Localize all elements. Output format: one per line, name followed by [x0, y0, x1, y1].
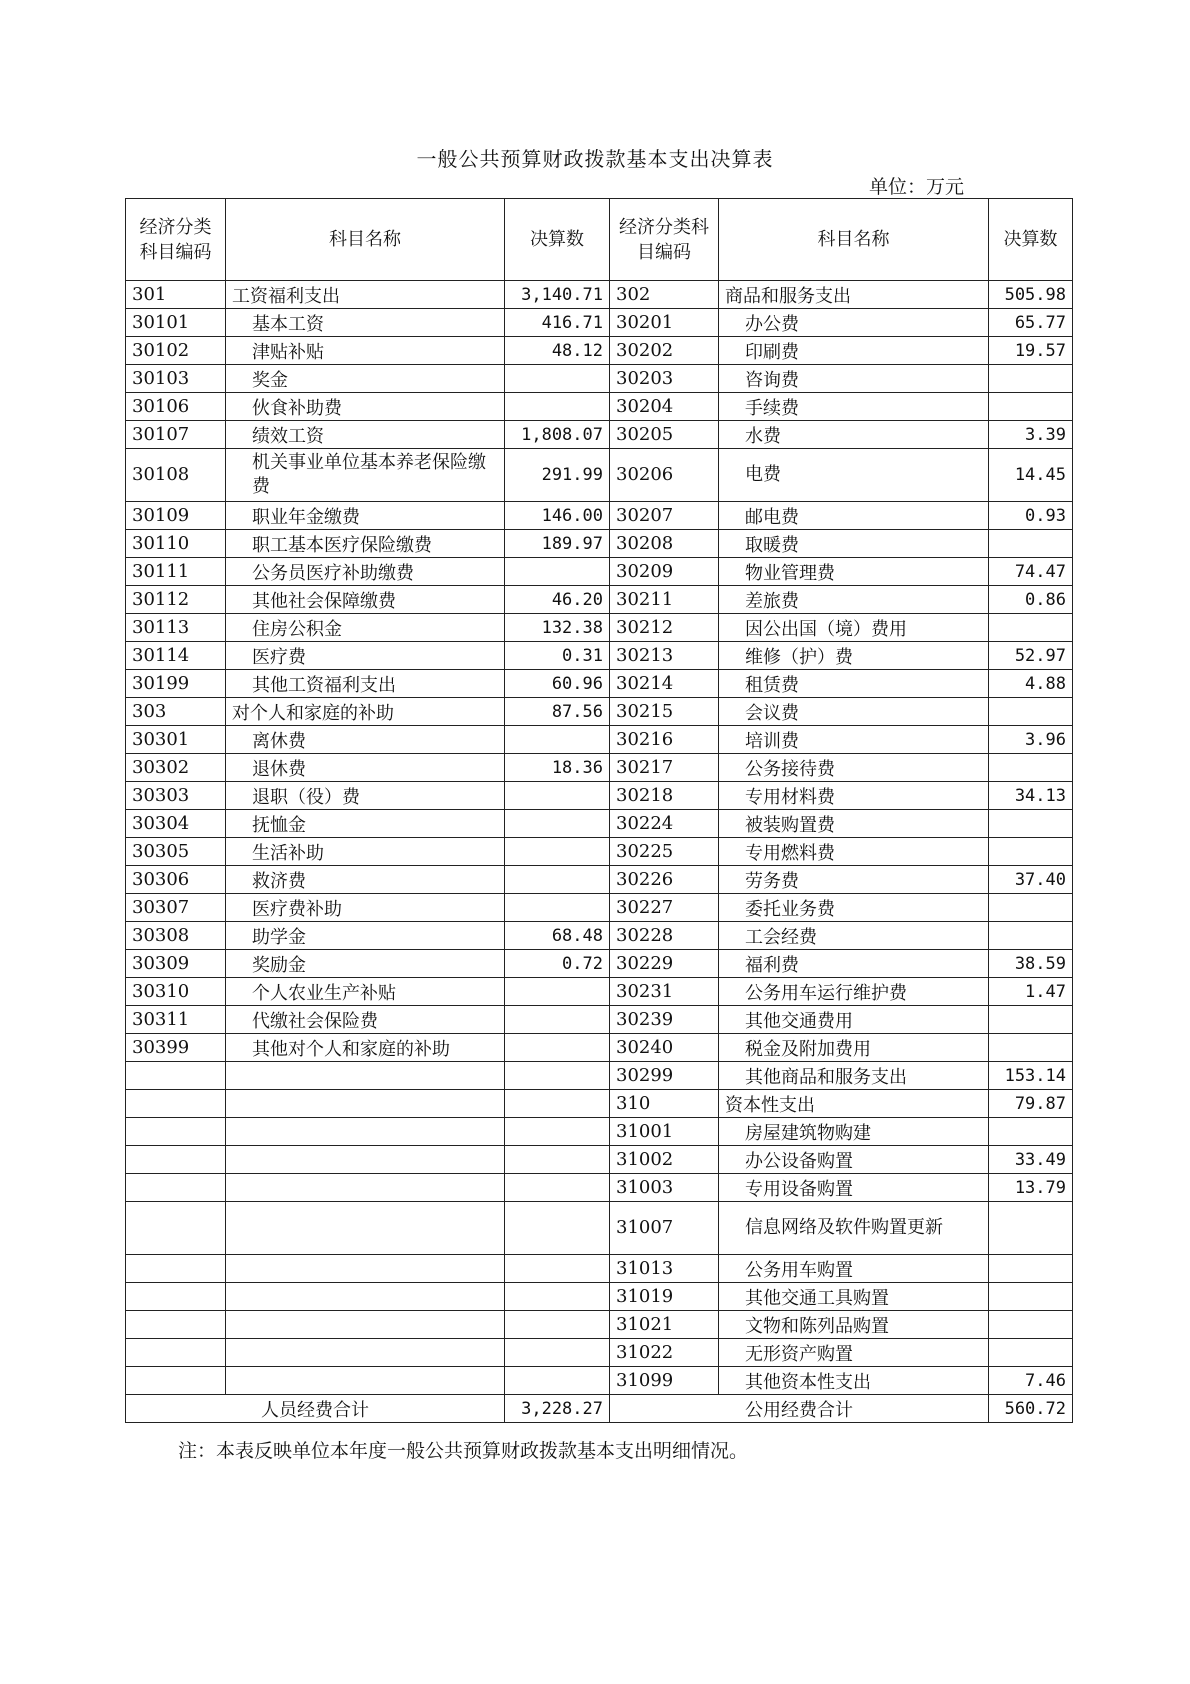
right-code-cell: 30299	[610, 1062, 719, 1090]
right-name-cell: 专用材料费	[719, 782, 989, 810]
left-code-cell	[126, 1283, 226, 1311]
table-row	[126, 530, 1073, 558]
header-left-amount: 决算数	[505, 199, 610, 281]
right-code-cell: 30204	[610, 393, 719, 421]
right-name-cell: 其他商品和服务支出	[719, 1062, 989, 1090]
left-amount-cell	[505, 1062, 610, 1090]
left-code-cell	[126, 1090, 226, 1118]
right-code-cell: 31019	[610, 1283, 719, 1311]
right-code-cell: 30217	[610, 754, 719, 782]
right-code-cell: 30215	[610, 698, 719, 726]
left-amount-cell	[505, 1339, 610, 1367]
left-amount-cell: 0.72	[505, 950, 610, 978]
left-code-cell: 30311	[126, 1006, 226, 1034]
left-name-cell	[226, 1062, 505, 1090]
left-amount-cell: 291.99	[505, 449, 610, 502]
table-row	[126, 337, 1073, 365]
right-name-cell: 咨询费	[719, 365, 989, 393]
table-row	[126, 449, 1073, 502]
table-row	[126, 782, 1073, 810]
left-name-cell	[226, 1090, 505, 1118]
right-name-cell: 取暖费	[719, 530, 989, 558]
table-row	[126, 1311, 1073, 1339]
left-name-cell: 其他对个人和家庭的补助	[226, 1034, 505, 1062]
left-code-cell: 30307	[126, 894, 226, 922]
left-code-cell: 30109	[126, 502, 226, 530]
right-amount-cell	[989, 1034, 1073, 1062]
right-amount-cell	[989, 614, 1073, 642]
right-code-cell: 31013	[610, 1255, 719, 1283]
left-name-cell: 其他社会保障缴费	[226, 586, 505, 614]
left-code-cell	[126, 1255, 226, 1283]
left-name-cell: 离休费	[226, 726, 505, 754]
table-row	[126, 866, 1073, 894]
left-amount-cell	[505, 726, 610, 754]
right-name-cell: 办公设备购置	[719, 1146, 989, 1174]
left-name-cell: 津贴补贴	[226, 337, 505, 365]
right-code-cell: 302	[610, 281, 719, 309]
right-amount-cell	[989, 393, 1073, 421]
right-name-cell: 商品和服务支出	[719, 281, 989, 309]
right-amount-cell	[989, 1339, 1073, 1367]
left-code-cell: 30102	[126, 337, 226, 365]
right-name-cell: 被装购置费	[719, 810, 989, 838]
left-code-cell: 30303	[126, 782, 226, 810]
left-name-cell: 其他工资福利支出	[226, 670, 505, 698]
left-code-cell: 30113	[126, 614, 226, 642]
right-code-cell: 31003	[610, 1174, 719, 1202]
left-amount-cell: 68.48	[505, 922, 610, 950]
right-code-cell: 31001	[610, 1118, 719, 1146]
right-amount-cell: 13.79	[989, 1174, 1073, 1202]
right-name-cell: 维修（护）费	[719, 642, 989, 670]
left-amount-cell: 3,140.71	[505, 281, 610, 309]
left-code-cell: 30108	[126, 449, 226, 502]
left-code-cell: 30399	[126, 1034, 226, 1062]
right-name-cell: 其他交通工具购置	[719, 1283, 989, 1311]
right-code-cell: 30212	[610, 614, 719, 642]
left-code-cell: 30111	[126, 558, 226, 586]
left-code-cell: 30114	[126, 642, 226, 670]
left-code-cell: 30107	[126, 421, 226, 449]
left-name-cell: 个人农业生产补贴	[226, 978, 505, 1006]
table-row	[126, 838, 1073, 866]
right-amount-cell	[989, 1283, 1073, 1311]
left-name-cell: 对个人和家庭的补助	[226, 698, 505, 726]
left-amount-cell: 46.20	[505, 586, 610, 614]
left-amount-cell	[505, 1034, 610, 1062]
left-name-cell: 奖金	[226, 365, 505, 393]
left-amount-cell: 48.12	[505, 337, 610, 365]
right-name-cell: 电费	[719, 449, 989, 502]
left-amount-cell: 0.31	[505, 642, 610, 670]
right-code-cell: 30208	[610, 530, 719, 558]
left-name-cell	[226, 1118, 505, 1146]
left-name-cell: 生活补助	[226, 838, 505, 866]
right-name-cell: 房屋建筑物购建	[719, 1118, 989, 1146]
right-name-cell: 物业管理费	[719, 558, 989, 586]
right-amount-cell: 3.39	[989, 421, 1073, 449]
table-row	[126, 1062, 1073, 1090]
table-row	[126, 1146, 1073, 1174]
personnel-total-label: 人员经费合计	[126, 1395, 505, 1423]
left-code-cell: 30101	[126, 309, 226, 337]
left-name-cell: 救济费	[226, 866, 505, 894]
right-name-cell: 专用设备购置	[719, 1174, 989, 1202]
left-name-cell: 机关事业单位基本养老保险缴费	[226, 449, 505, 502]
left-code-cell: 30103	[126, 365, 226, 393]
right-name-cell: 办公费	[719, 309, 989, 337]
header-left-code: 经济分类科目编码	[126, 199, 226, 281]
left-code-cell	[126, 1118, 226, 1146]
right-name-cell: 其他资本性支出	[719, 1367, 989, 1395]
left-amount-cell	[505, 810, 610, 838]
left-code-cell: 30304	[126, 810, 226, 838]
left-amount-cell	[505, 782, 610, 810]
right-code-cell: 30226	[610, 866, 719, 894]
table-row	[126, 365, 1073, 393]
right-name-cell: 印刷费	[719, 337, 989, 365]
right-amount-cell: 153.14	[989, 1062, 1073, 1090]
right-amount-cell	[989, 894, 1073, 922]
left-code-cell: 30306	[126, 866, 226, 894]
header-left-name: 科目名称	[226, 199, 505, 281]
right-name-cell: 信息网络及软件购置更新	[719, 1202, 989, 1255]
left-amount-cell	[505, 838, 610, 866]
right-code-cell: 30231	[610, 978, 719, 1006]
left-name-cell: 职业年金缴费	[226, 502, 505, 530]
left-code-cell: 30308	[126, 922, 226, 950]
right-amount-cell	[989, 1202, 1073, 1255]
left-amount-cell	[505, 866, 610, 894]
right-amount-cell: 3.96	[989, 726, 1073, 754]
right-code-cell: 30205	[610, 421, 719, 449]
left-code-cell	[126, 1174, 226, 1202]
left-code-cell: 30301	[126, 726, 226, 754]
right-amount-cell: 505.98	[989, 281, 1073, 309]
right-name-cell: 公务用车购置	[719, 1255, 989, 1283]
table-row	[126, 726, 1073, 754]
table-row	[126, 614, 1073, 642]
personnel-total-amount: 3,228.27	[505, 1395, 610, 1423]
left-code-cell	[126, 1202, 226, 1255]
table-row	[126, 922, 1073, 950]
table-row	[126, 586, 1073, 614]
unit-label: 单位：万元	[868, 176, 964, 198]
left-code-cell: 30199	[126, 670, 226, 698]
left-amount-cell	[505, 894, 610, 922]
left-code-cell: 303	[126, 698, 226, 726]
right-name-cell: 委托业务费	[719, 894, 989, 922]
right-code-cell: 31022	[610, 1339, 719, 1367]
left-amount-cell: 132.38	[505, 614, 610, 642]
right-name-cell: 文物和陈列品购置	[719, 1311, 989, 1339]
right-code-cell: 31099	[610, 1367, 719, 1395]
left-name-cell: 退职（役）费	[226, 782, 505, 810]
right-code-cell: 30207	[610, 502, 719, 530]
right-code-cell: 30206	[610, 449, 719, 502]
right-name-cell: 邮电费	[719, 502, 989, 530]
left-name-cell: 住房公积金	[226, 614, 505, 642]
left-amount-cell	[505, 365, 610, 393]
right-code-cell: 30203	[610, 365, 719, 393]
right-amount-cell: 0.86	[989, 586, 1073, 614]
left-name-cell	[226, 1174, 505, 1202]
right-amount-cell: 34.13	[989, 782, 1073, 810]
table-row	[126, 1118, 1073, 1146]
right-amount-cell: 0.93	[989, 502, 1073, 530]
right-code-cell: 30227	[610, 894, 719, 922]
right-code-cell: 310	[610, 1090, 719, 1118]
table-row	[126, 421, 1073, 449]
left-name-cell: 公务员医疗补助缴费	[226, 558, 505, 586]
table-row	[126, 502, 1073, 530]
left-name-cell: 医疗费	[226, 642, 505, 670]
left-name-cell: 抚恤金	[226, 810, 505, 838]
table-row	[126, 698, 1073, 726]
left-code-cell: 30305	[126, 838, 226, 866]
right-amount-cell	[989, 1255, 1073, 1283]
left-name-cell: 职工基本医疗保险缴费	[226, 530, 505, 558]
left-name-cell: 助学金	[226, 922, 505, 950]
header-right-amount: 决算数	[989, 199, 1073, 281]
table-row	[126, 1202, 1073, 1255]
left-code-cell	[126, 1367, 226, 1395]
header-right-code: 经济分类科目编码	[610, 199, 719, 281]
right-name-cell: 水费	[719, 421, 989, 449]
right-name-cell: 福利费	[719, 950, 989, 978]
left-name-cell: 伙食补助费	[226, 393, 505, 421]
right-code-cell: 30240	[610, 1034, 719, 1062]
right-amount-cell: 74.47	[989, 558, 1073, 586]
right-code-cell: 31007	[610, 1202, 719, 1255]
right-amount-cell: 1.47	[989, 978, 1073, 1006]
right-code-cell: 30213	[610, 642, 719, 670]
right-amount-cell: 37.40	[989, 866, 1073, 894]
table-row	[126, 642, 1073, 670]
right-code-cell: 30214	[610, 670, 719, 698]
left-code-cell: 30106	[126, 393, 226, 421]
left-code-cell	[126, 1062, 226, 1090]
left-name-cell	[226, 1146, 505, 1174]
left-amount-cell: 18.36	[505, 754, 610, 782]
table-row	[126, 1090, 1073, 1118]
right-amount-cell	[989, 698, 1073, 726]
left-amount-cell	[505, 1283, 610, 1311]
right-code-cell: 31021	[610, 1311, 719, 1339]
left-code-cell: 30302	[126, 754, 226, 782]
left-amount-cell	[505, 978, 610, 1006]
table-title: 一般公共预算财政拨款基本支出决算表	[416, 147, 774, 171]
left-amount-cell	[505, 1367, 610, 1395]
left-code-cell: 301	[126, 281, 226, 309]
right-name-cell: 无形资产购置	[719, 1339, 989, 1367]
expenditure-table	[125, 198, 1073, 1423]
table-row	[126, 1255, 1073, 1283]
right-code-cell: 30224	[610, 810, 719, 838]
right-code-cell: 30218	[610, 782, 719, 810]
left-amount-cell	[505, 1202, 610, 1255]
left-amount-cell	[505, 1311, 610, 1339]
left-amount-cell	[505, 1255, 610, 1283]
right-name-cell: 公务接待费	[719, 754, 989, 782]
table-row	[126, 1367, 1073, 1395]
left-amount-cell	[505, 1090, 610, 1118]
left-name-cell	[226, 1255, 505, 1283]
left-name-cell: 基本工资	[226, 309, 505, 337]
right-amount-cell	[989, 838, 1073, 866]
right-amount-cell	[989, 365, 1073, 393]
right-name-cell: 差旅费	[719, 586, 989, 614]
right-amount-cell: 65.77	[989, 309, 1073, 337]
table-row	[126, 754, 1073, 782]
right-amount-cell	[989, 1311, 1073, 1339]
right-code-cell: 30202	[610, 337, 719, 365]
right-name-cell: 其他交通费用	[719, 1006, 989, 1034]
table-row	[126, 670, 1073, 698]
table-row	[126, 1339, 1073, 1367]
right-code-cell: 30225	[610, 838, 719, 866]
left-amount-cell	[505, 1006, 610, 1034]
right-amount-cell	[989, 1006, 1073, 1034]
table-row	[126, 281, 1073, 309]
left-code-cell: 30309	[126, 950, 226, 978]
left-amount-cell	[505, 1174, 610, 1202]
right-name-cell: 公务用车运行维护费	[719, 978, 989, 1006]
left-code-cell: 30112	[126, 586, 226, 614]
right-amount-cell: 7.46	[989, 1367, 1073, 1395]
left-name-cell: 奖励金	[226, 950, 505, 978]
left-amount-cell	[505, 393, 610, 421]
table-row	[126, 950, 1073, 978]
right-amount-cell: 52.97	[989, 642, 1073, 670]
left-name-cell	[226, 1339, 505, 1367]
table-row	[126, 558, 1073, 586]
left-name-cell: 代缴社会保险费	[226, 1006, 505, 1034]
left-code-cell: 30110	[126, 530, 226, 558]
left-name-cell: 医疗费补助	[226, 894, 505, 922]
right-code-cell: 30201	[610, 309, 719, 337]
left-amount-cell	[505, 558, 610, 586]
left-name-cell	[226, 1311, 505, 1339]
public-total-label: 公用经费合计	[610, 1395, 989, 1423]
right-amount-cell: 4.88	[989, 670, 1073, 698]
totals-row	[126, 1395, 1073, 1423]
right-amount-cell	[989, 1118, 1073, 1146]
right-name-cell: 租赁费	[719, 670, 989, 698]
left-amount-cell: 87.56	[505, 698, 610, 726]
left-code-cell	[126, 1146, 226, 1174]
left-code-cell: 30310	[126, 978, 226, 1006]
left-code-cell	[126, 1311, 226, 1339]
left-amount-cell: 416.71	[505, 309, 610, 337]
right-amount-cell: 19.57	[989, 337, 1073, 365]
right-name-cell: 资本性支出	[719, 1090, 989, 1118]
right-amount-cell: 14.45	[989, 449, 1073, 502]
right-code-cell: 30211	[610, 586, 719, 614]
right-code-cell: 30216	[610, 726, 719, 754]
right-amount-cell: 33.49	[989, 1146, 1073, 1174]
header-row	[126, 199, 1073, 281]
header-right-name: 科目名称	[719, 199, 989, 281]
left-code-cell	[126, 1339, 226, 1367]
right-code-cell: 30209	[610, 558, 719, 586]
left-amount-cell: 189.97	[505, 530, 610, 558]
left-amount-cell: 146.00	[505, 502, 610, 530]
table-row	[126, 1283, 1073, 1311]
right-code-cell: 30229	[610, 950, 719, 978]
public-total-amount: 560.72	[989, 1395, 1073, 1423]
table-row	[126, 810, 1073, 838]
right-name-cell: 培训费	[719, 726, 989, 754]
right-amount-cell	[989, 754, 1073, 782]
table-row	[126, 1006, 1073, 1034]
table-row	[126, 978, 1073, 1006]
table-row	[126, 393, 1073, 421]
right-name-cell: 因公出国（境）费用	[719, 614, 989, 642]
right-name-cell: 手续费	[719, 393, 989, 421]
left-name-cell: 退休费	[226, 754, 505, 782]
left-amount-cell: 60.96	[505, 670, 610, 698]
left-amount-cell	[505, 1118, 610, 1146]
right-amount-cell	[989, 530, 1073, 558]
left-name-cell	[226, 1202, 505, 1255]
right-name-cell: 税金及附加费用	[719, 1034, 989, 1062]
right-name-cell: 专用燃料费	[719, 838, 989, 866]
table-row	[126, 894, 1073, 922]
table-note: 注：本表反映单位本年度一般公共预算财政拨款基本支出明细情况。	[178, 1440, 749, 1462]
right-amount-cell	[989, 922, 1073, 950]
right-amount-cell	[989, 810, 1073, 838]
left-name-cell: 工资福利支出	[226, 281, 505, 309]
table-row	[126, 1174, 1073, 1202]
right-code-cell: 31002	[610, 1146, 719, 1174]
left-name-cell: 绩效工资	[226, 421, 505, 449]
table-row	[126, 309, 1073, 337]
table-row	[126, 1034, 1073, 1062]
right-code-cell: 30228	[610, 922, 719, 950]
right-name-cell: 会议费	[719, 698, 989, 726]
left-amount-cell: 1,808.07	[505, 421, 610, 449]
right-name-cell: 劳务费	[719, 866, 989, 894]
left-name-cell	[226, 1367, 505, 1395]
right-name-cell: 工会经费	[719, 922, 989, 950]
left-amount-cell	[505, 1146, 610, 1174]
right-amount-cell: 38.59	[989, 950, 1073, 978]
right-code-cell: 30239	[610, 1006, 719, 1034]
right-amount-cell: 79.87	[989, 1090, 1073, 1118]
left-name-cell	[226, 1283, 505, 1311]
